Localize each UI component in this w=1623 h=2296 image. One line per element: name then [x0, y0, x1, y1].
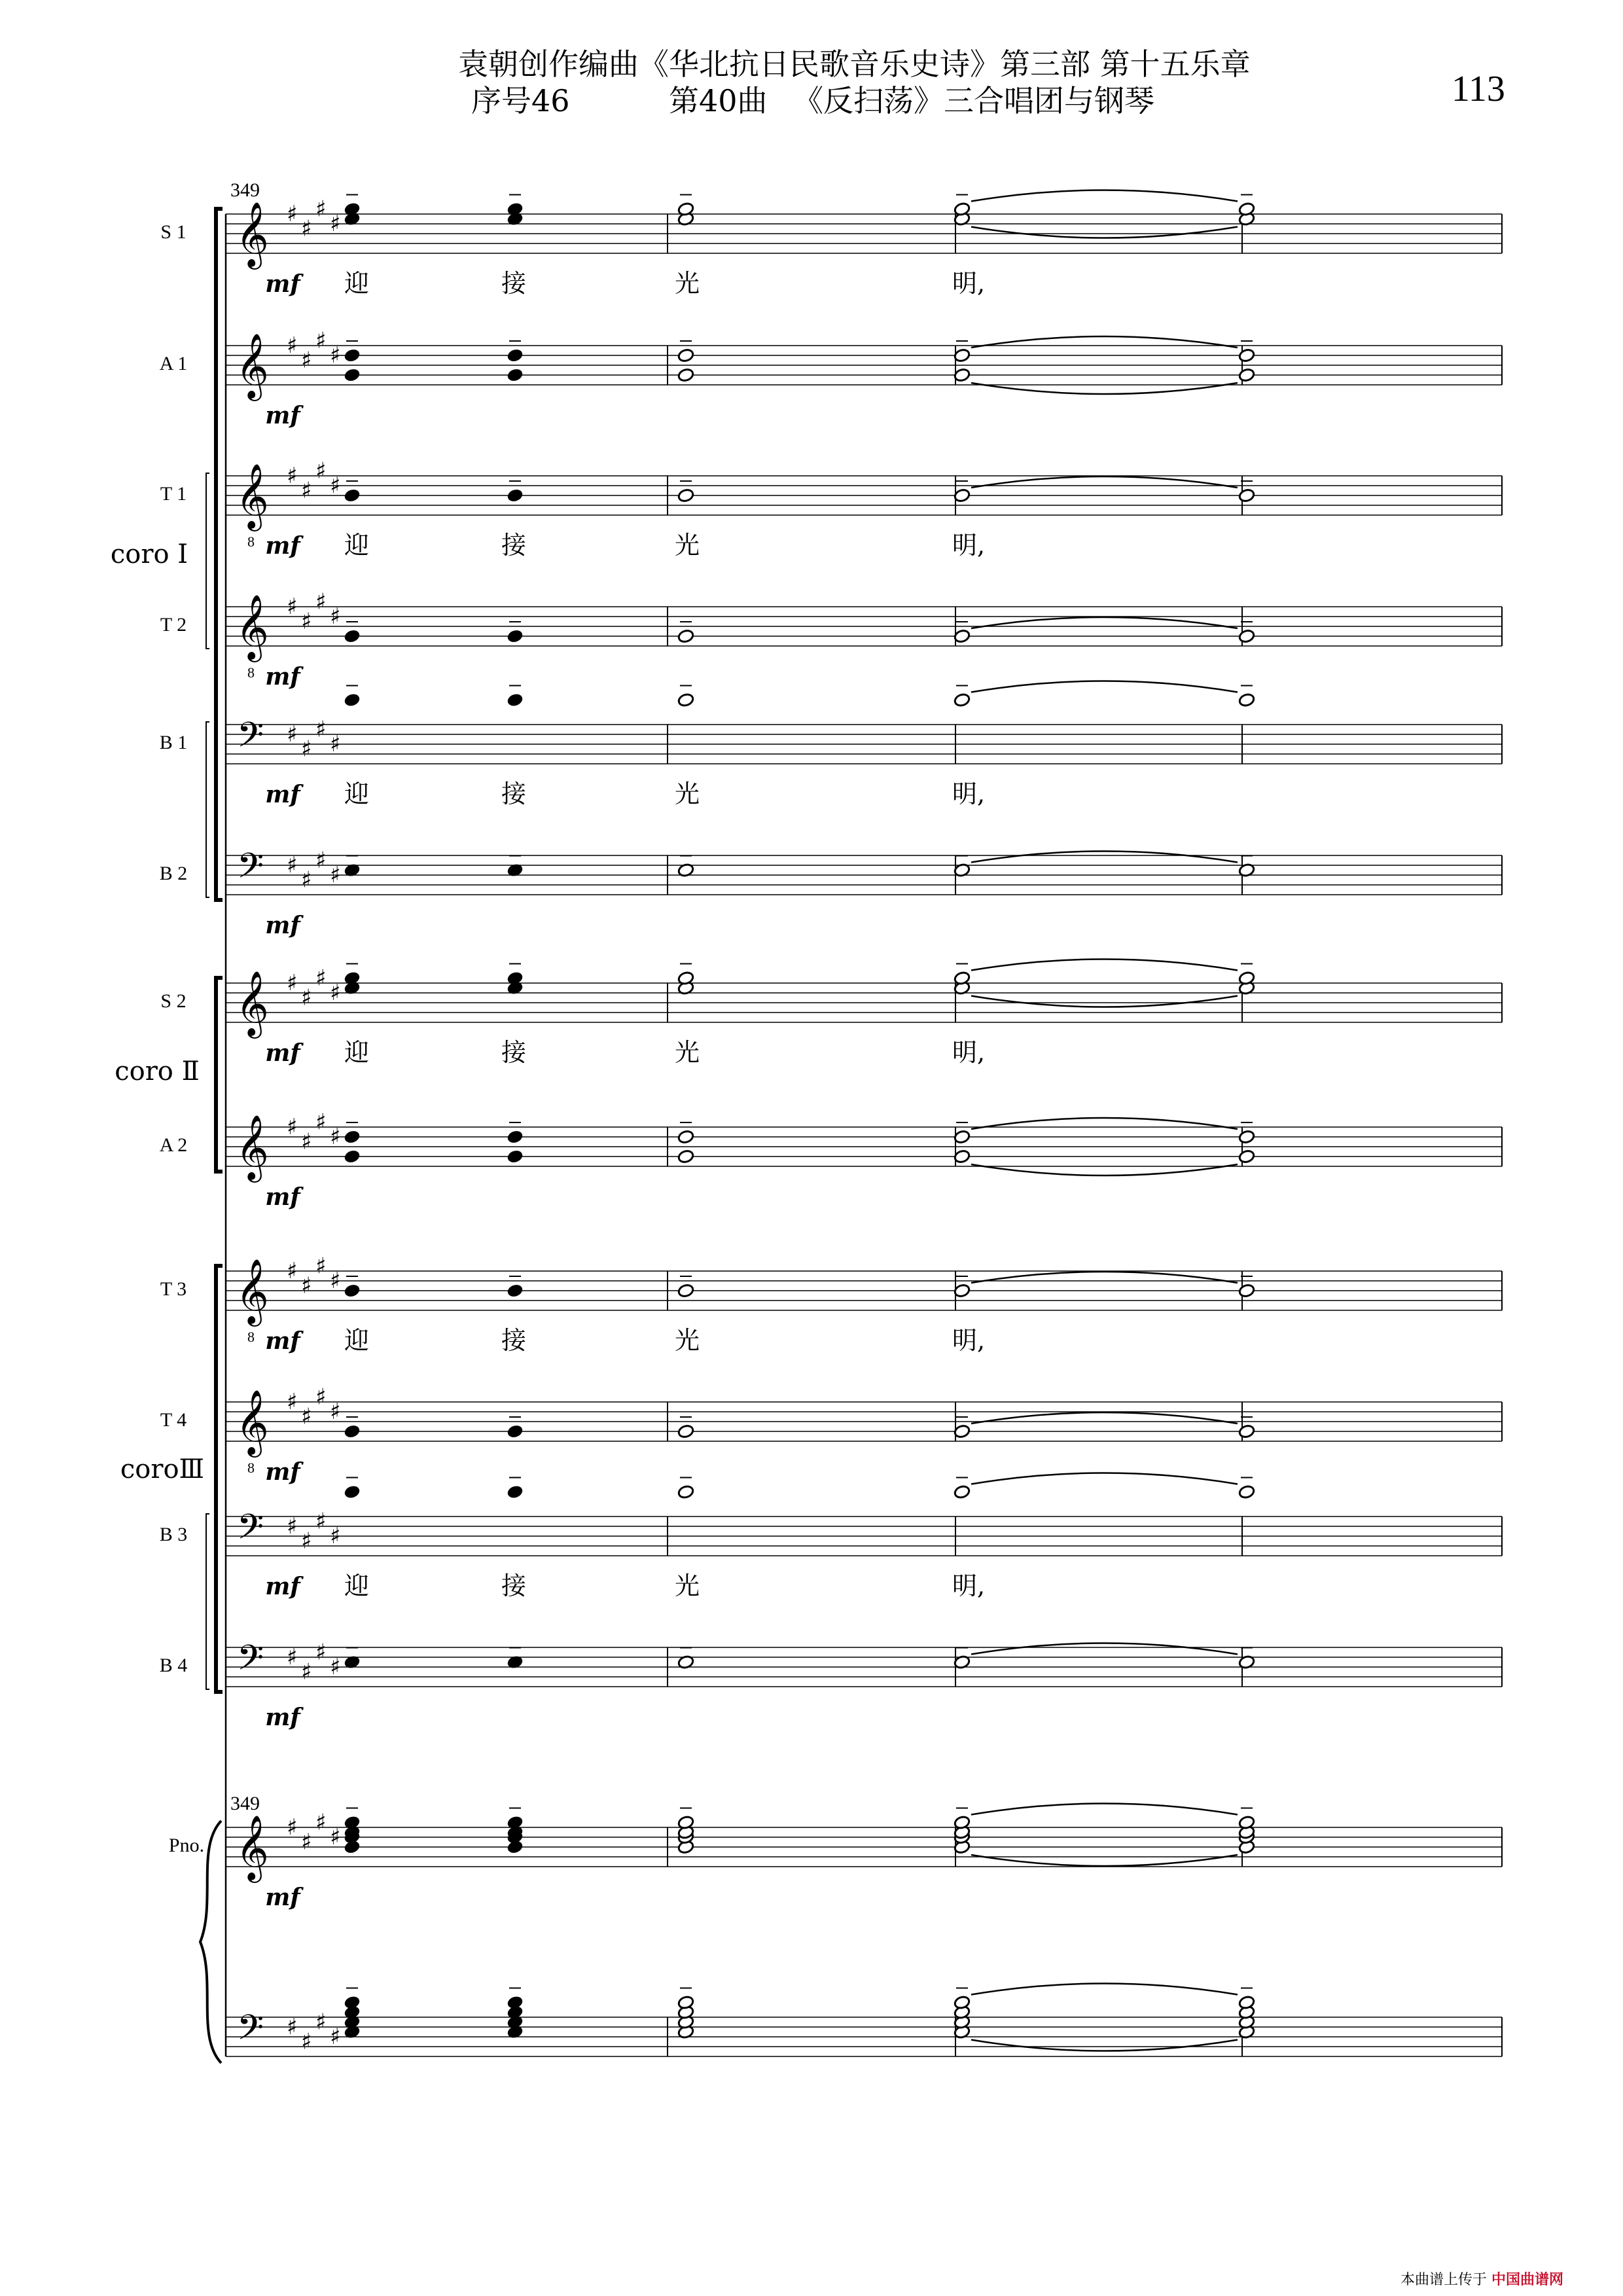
- sharp-sign: ♯: [301, 1272, 312, 1299]
- half-note: [1238, 1484, 1255, 1499]
- half-note: [1238, 348, 1255, 363]
- header-line-1: 袁朝创作编曲《华北抗日民歌音乐史诗》第三部 第十五乐章: [458, 46, 1251, 82]
- dynamic-mark: mf: [265, 1183, 300, 1211]
- half-note: [677, 1149, 694, 1164]
- quarter-note: [507, 488, 524, 503]
- treble-clef: 𝄞: [236, 463, 269, 529]
- sharp-sign: ♯: [315, 457, 327, 484]
- sharp-sign: ♯: [330, 342, 341, 368]
- treble-clef: 𝄞: [236, 1115, 269, 1180]
- tie: [971, 681, 1238, 692]
- sharp-sign: ♯: [287, 594, 298, 620]
- quarter-note: [507, 368, 524, 383]
- sharp-sign: ♯: [330, 1268, 341, 1294]
- lyric-syllable: 接: [501, 1038, 527, 1067]
- half-note: [677, 629, 694, 644]
- sharp-sign: ♯: [287, 1389, 298, 1415]
- sharp-sign: ♯: [287, 1513, 298, 1539]
- sharp-sign: ♯: [301, 608, 312, 635]
- half-note: [1238, 1130, 1255, 1145]
- choir-bracket-3: [216, 1266, 223, 1692]
- quarter-note: [344, 629, 361, 644]
- staff-label: B 4: [159, 1655, 188, 1676]
- sharp-sign: ♯: [301, 1829, 312, 1856]
- sharp-sign: ♯: [315, 1253, 327, 1280]
- lyric-syllable: 光: [674, 269, 700, 298]
- sharp-sign: ♯: [315, 327, 327, 354]
- sharp-sign: ♯: [287, 2014, 298, 2040]
- sharp-sign: ♯: [330, 603, 341, 630]
- sharp-sign: ♯: [287, 852, 298, 878]
- footer-text: 本曲谱上传于: [1400, 2272, 1488, 2288]
- sharp-sign: ♯: [287, 201, 298, 227]
- quarter-note: [507, 348, 524, 363]
- lyric-syllable: 光: [674, 780, 700, 808]
- octave-marker: 8: [247, 664, 255, 681]
- measure-number: 349: [230, 1793, 260, 1814]
- staff-label: Pno.: [168, 1835, 205, 1856]
- quarter-note: [344, 368, 361, 383]
- octave-marker: 8: [247, 1329, 255, 1345]
- sharp-sign: ♯: [287, 721, 298, 747]
- section-bracket: [206, 473, 209, 649]
- bass-clef: 𝄢: [237, 715, 264, 764]
- sharp-sign: ♯: [330, 1523, 341, 1549]
- sharp-sign: ♯: [315, 847, 327, 874]
- tie: [971, 1473, 1238, 1484]
- sharp-sign: ♯: [315, 1639, 327, 1666]
- half-note: [677, 1130, 694, 1145]
- sharp-sign: ♯: [301, 984, 312, 1011]
- staff-label: B 2: [159, 863, 188, 884]
- staff-label: A 2: [159, 1134, 188, 1156]
- quarter-note: [344, 1424, 361, 1439]
- treble-clef: 𝄞: [236, 594, 269, 660]
- lyric-syllable: 明,: [952, 1571, 986, 1600]
- lyric-syllable: 明,: [952, 780, 986, 808]
- footer-brand: 中国曲谱网: [1491, 2272, 1564, 2288]
- sharp-sign: ♯: [330, 1654, 341, 1680]
- sharp-sign: ♯: [287, 970, 298, 996]
- dynamic-mark: mf: [265, 402, 300, 429]
- quarter-note: [344, 1995, 361, 2010]
- sharp-sign: ♯: [330, 2024, 341, 2050]
- tie: [971, 227, 1238, 238]
- sharp-sign: ♯: [330, 211, 341, 237]
- piece-title: 《反扫荡》三合唱团与钢琴: [793, 83, 1154, 118]
- half-note: [677, 1424, 694, 1439]
- sharp-sign: ♯: [301, 736, 312, 762]
- sequence-number: 序号46: [471, 83, 570, 118]
- sharp-sign: ♯: [315, 588, 327, 615]
- page-number: 113: [1452, 69, 1505, 109]
- tie: [971, 996, 1238, 1007]
- half-note: [1238, 629, 1255, 644]
- bass-clef: 𝄢: [237, 2008, 264, 2056]
- sharp-sign: ♯: [287, 1258, 298, 1284]
- bass-clef: 𝄢: [237, 846, 264, 895]
- lyric-syllable: 接: [501, 269, 527, 298]
- sharp-sign: ♯: [301, 2028, 312, 2055]
- sharp-sign: ♯: [301, 867, 312, 893]
- sharp-sign: ♯: [315, 1809, 327, 1836]
- dynamic-mark: mf: [265, 532, 300, 560]
- quarter-note: [344, 348, 361, 363]
- lyric-syllable: 迎: [344, 780, 370, 808]
- sharp-sign: ♯: [330, 862, 341, 888]
- quarter-note: [344, 488, 361, 503]
- treble-clef: 𝄞: [236, 1815, 269, 1880]
- sharp-sign: ♯: [287, 1644, 298, 1670]
- sharp-sign: ♯: [301, 1528, 312, 1554]
- dynamic-mark: mf: [265, 1327, 300, 1355]
- sharp-sign: ♯: [287, 1814, 298, 1840]
- lyric-syllable: 光: [674, 1571, 700, 1600]
- lyric-syllable: 明,: [952, 269, 986, 298]
- treble-clef: 𝄞: [236, 1259, 269, 1324]
- octave-marker: 8: [247, 1460, 255, 1476]
- lyric-syllable: 接: [501, 1326, 527, 1355]
- sharp-sign: ♯: [287, 463, 298, 489]
- half-note: [954, 692, 971, 708]
- quarter-note: [507, 1995, 524, 2010]
- quarter-note: [507, 1130, 524, 1145]
- dynamic-mark: mf: [265, 781, 300, 808]
- sharp-sign: ♯: [330, 980, 341, 1006]
- lyric-syllable: 接: [501, 1571, 527, 1600]
- sharp-sign: ♯: [301, 347, 312, 374]
- staff-label: T 1: [160, 483, 187, 505]
- staff-label: B 1: [159, 732, 188, 753]
- lyric-syllable: 接: [501, 780, 527, 808]
- half-note: [1238, 488, 1255, 503]
- lyric-syllable: 明,: [952, 1038, 986, 1067]
- half-note: [677, 488, 694, 503]
- quarter-note: [344, 1283, 361, 1299]
- choir-label: coro Ⅱ: [115, 1056, 200, 1086]
- sharp-sign: ♯: [301, 1403, 312, 1430]
- lyric-syllable: 光: [674, 531, 700, 560]
- lyric-syllable: 迎: [344, 1038, 370, 1067]
- staff-label: S 1: [160, 221, 187, 243]
- sharp-sign: ♯: [315, 1508, 327, 1535]
- half-note: [677, 368, 694, 383]
- quarter-note: [507, 629, 524, 644]
- sharp-sign: ♯: [287, 332, 298, 359]
- bass-clef: 𝄢: [237, 1507, 264, 1556]
- quarter-note: [344, 1130, 361, 1145]
- half-note: [1238, 692, 1255, 708]
- section-bracket: [206, 722, 209, 897]
- dynamic-mark: mf: [265, 1458, 300, 1486]
- lyric-syllable: 明,: [952, 1326, 986, 1355]
- dynamic-mark: mf: [265, 1039, 300, 1067]
- tie: [971, 852, 1238, 863]
- tie: [971, 960, 1238, 971]
- tie: [971, 190, 1238, 202]
- choir-bracket-2: [216, 978, 223, 1172]
- lyric-syllable: 明,: [952, 531, 986, 560]
- half-note: [1238, 368, 1255, 383]
- sharp-sign: ♯: [330, 1399, 341, 1425]
- sharp-sign: ♯: [301, 1659, 312, 1685]
- sharp-sign: ♯: [330, 731, 341, 757]
- sharp-sign: ♯: [315, 716, 327, 743]
- treble-clef: 𝄞: [236, 202, 269, 267]
- lyric-syllable: 迎: [344, 1571, 370, 1600]
- sharp-sign: ♯: [301, 215, 312, 242]
- sharp-sign: ♯: [330, 1124, 341, 1150]
- choir-label: coroⅢ: [120, 1454, 205, 1484]
- sharp-sign: ♯: [330, 1824, 341, 1850]
- sharp-sign: ♯: [315, 1109, 327, 1136]
- tie: [971, 2040, 1238, 2051]
- lyric-syllable: 光: [674, 1326, 700, 1355]
- half-note: [677, 1283, 694, 1299]
- footer-credit: [1400, 2269, 1563, 2289]
- tie: [971, 1804, 1238, 1815]
- quarter-note: [507, 1424, 524, 1439]
- quarter-note: [344, 1484, 361, 1499]
- half-note: [1238, 1149, 1255, 1164]
- treble-clef: 𝄞: [236, 333, 269, 399]
- half-note: [677, 348, 694, 363]
- tie: [971, 1984, 1238, 1995]
- sharp-sign: ♯: [315, 965, 327, 992]
- sharp-sign: ♯: [301, 477, 312, 504]
- lyric-syllable: 迎: [344, 269, 370, 298]
- lyric-syllable: 迎: [344, 531, 370, 560]
- quarter-note: [507, 692, 524, 708]
- staff-label: T 2: [160, 614, 187, 636]
- half-note: [1238, 1424, 1255, 1439]
- sharp-sign: ♯: [315, 2009, 327, 2036]
- piece-number: 第40曲: [669, 83, 768, 118]
- quarter-note: [507, 1149, 524, 1164]
- sharp-sign: ♯: [315, 1384, 327, 1410]
- sharp-sign: ♯: [287, 1114, 298, 1140]
- treble-clef: 𝄞: [236, 971, 269, 1036]
- treble-clef: 𝄞: [236, 1390, 269, 1455]
- quarter-note: [344, 692, 361, 708]
- quarter-note: [344, 1149, 361, 1164]
- quarter-note: [507, 1484, 524, 1499]
- lyric-syllable: 迎: [344, 1326, 370, 1355]
- dynamic-mark: mf: [265, 1704, 300, 1731]
- half-note: [677, 692, 694, 708]
- dynamic-mark: mf: [265, 912, 300, 939]
- half-note: [1238, 1283, 1255, 1299]
- octave-marker: 8: [247, 533, 255, 550]
- staff-label: T 3: [160, 1278, 187, 1300]
- choir-label: coro Ⅰ: [110, 539, 188, 569]
- lyric-syllable: 光: [674, 1038, 700, 1067]
- tie: [971, 1643, 1238, 1655]
- dynamic-mark: mf: [265, 1573, 300, 1600]
- dynamic-mark: mf: [265, 270, 300, 298]
- dynamic-mark: mf: [265, 663, 300, 691]
- staff-label: T 4: [160, 1409, 187, 1431]
- sharp-sign: ♯: [301, 1128, 312, 1155]
- section-bracket: [206, 1514, 209, 1689]
- sharp-sign: ♯: [315, 196, 327, 223]
- bass-clef: 𝄢: [237, 1638, 264, 1687]
- choir-bracket-1: [216, 209, 223, 900]
- staff-label: S 2: [160, 990, 187, 1012]
- piano-brace: [200, 1821, 221, 2063]
- quarter-note: [507, 1283, 524, 1299]
- sharp-sign: ♯: [330, 473, 341, 499]
- staff-label: B 3: [159, 1524, 188, 1545]
- measure-number: 349: [230, 179, 260, 201]
- lyric-syllable: 接: [501, 531, 527, 560]
- half-note: [677, 1484, 694, 1499]
- staff-label: A 1: [159, 353, 188, 374]
- half-note: [954, 1484, 971, 1499]
- dynamic-mark: mf: [265, 1884, 300, 1911]
